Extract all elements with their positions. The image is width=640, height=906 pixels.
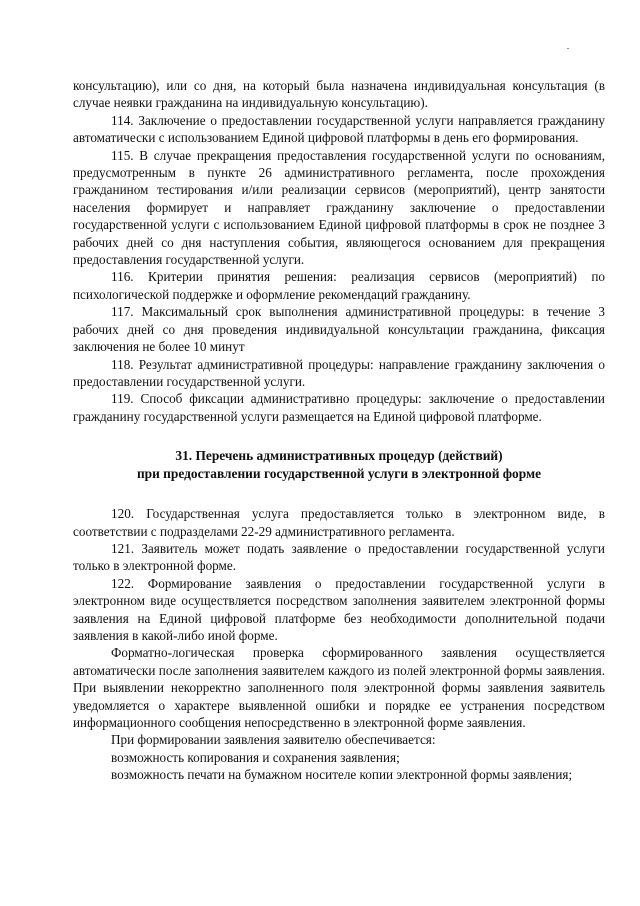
document-body — [73, 77, 605, 784]
scan-mark — [567, 48, 569, 49]
paragraph-120: 120. Государственная услуга предоставляется только в электронном виде, в соответствии с подразделами 22-29 административного регламента. — [73, 506, 605, 539]
section-heading-line-1: 31. Перечень административных процедур (действий) — [175, 448, 503, 464]
paragraph-continuation: консультацию), или со дня, на который была назначена индивидуальная консультация (в случае неявки гражданина на индивидуальную консультацию). — [73, 78, 605, 111]
section-heading-line-2: при предоставлении государственной услуги в электронной форме — [136, 466, 542, 482]
paragraph-118: 118. Результат административной процедуры: направление гражданину заключения о предоставлении государственной услуги. — [73, 356, 605, 389]
paragraph-117: 117. Максимальный срок выполнения административной процедуры: в течение 3 рабочих дней со дня проведения индивидуальной консультации гражданина, фиксация заключения не более 10 минут — [73, 304, 605, 355]
paragraph-121: 121. Заявитель может подать заявление о предоставлении государственной услуги только в электронной форме. — [73, 540, 605, 574]
paragraph-115: 115. В случае прекращения предоставления государственной услуги по основаниям, предусмотренным в пункте 26 административного регламента, после прохождения гражданином тестирования и/или реализации сервисов (мероприятий), центр занятости населения формирует и направляет гражданину заключение о предоставлении государственной услуги с использованием Единой цифровой платформы в срок не позднее 3 рабочих дней со дня наступления события, являющегося основанием для прекращения предоставления государственной услуги. — [73, 147, 605, 268]
paragraph-116: 116. Критерии принятия решения: реализация сервисов (мероприятий) по психологической поддержке и оформление рекомендаций гражданину. — [73, 269, 605, 302]
paragraph-format-check: Форматно-логическая проверка сформированного заявления осуществляется автоматически после заполнения заявителем каждого из полей электронной формы заявления. При выявлении некорректно заполненного поля электронной формы заявления заявитель уведомляется о характере выявленной ошибки и порядке ее устранения посредством информационного сообщения непосредственно в электронной форме заявления. — [73, 645, 605, 730]
paragraph-provision-intro: При формировании заявления заявителю обеспечивается: — [111, 732, 436, 748]
paragraph-copy-save: возможность копирования и сохранения заявления; — [111, 749, 400, 765]
paragraph-119: 119. Способ фиксации административно процедуры: заключение о предоставлении гражданину государственной услуги размещается на Единой цифровой платформе. — [73, 391, 605, 424]
paragraph-print-copy: возможность печати на бумажном носителе копии электронной формы заявления; — [111, 767, 573, 783]
section-heading — [73, 447, 605, 483]
paragraph-122: 122. Формирование заявления о предоставлении государственной услуги в электронном виде осуществляется посредством заполнения заявителем электронной формы заявления на Единой цифровой платформе без необходимости дополнительной подачи заявления в какой-либо иной форме. — [73, 575, 605, 643]
paragraph-114: 114. Заключение о предоставлении государственной услуги направляется гражданину автоматически с использованием Единой цифровой платформы в день его формирования. — [73, 112, 605, 146]
